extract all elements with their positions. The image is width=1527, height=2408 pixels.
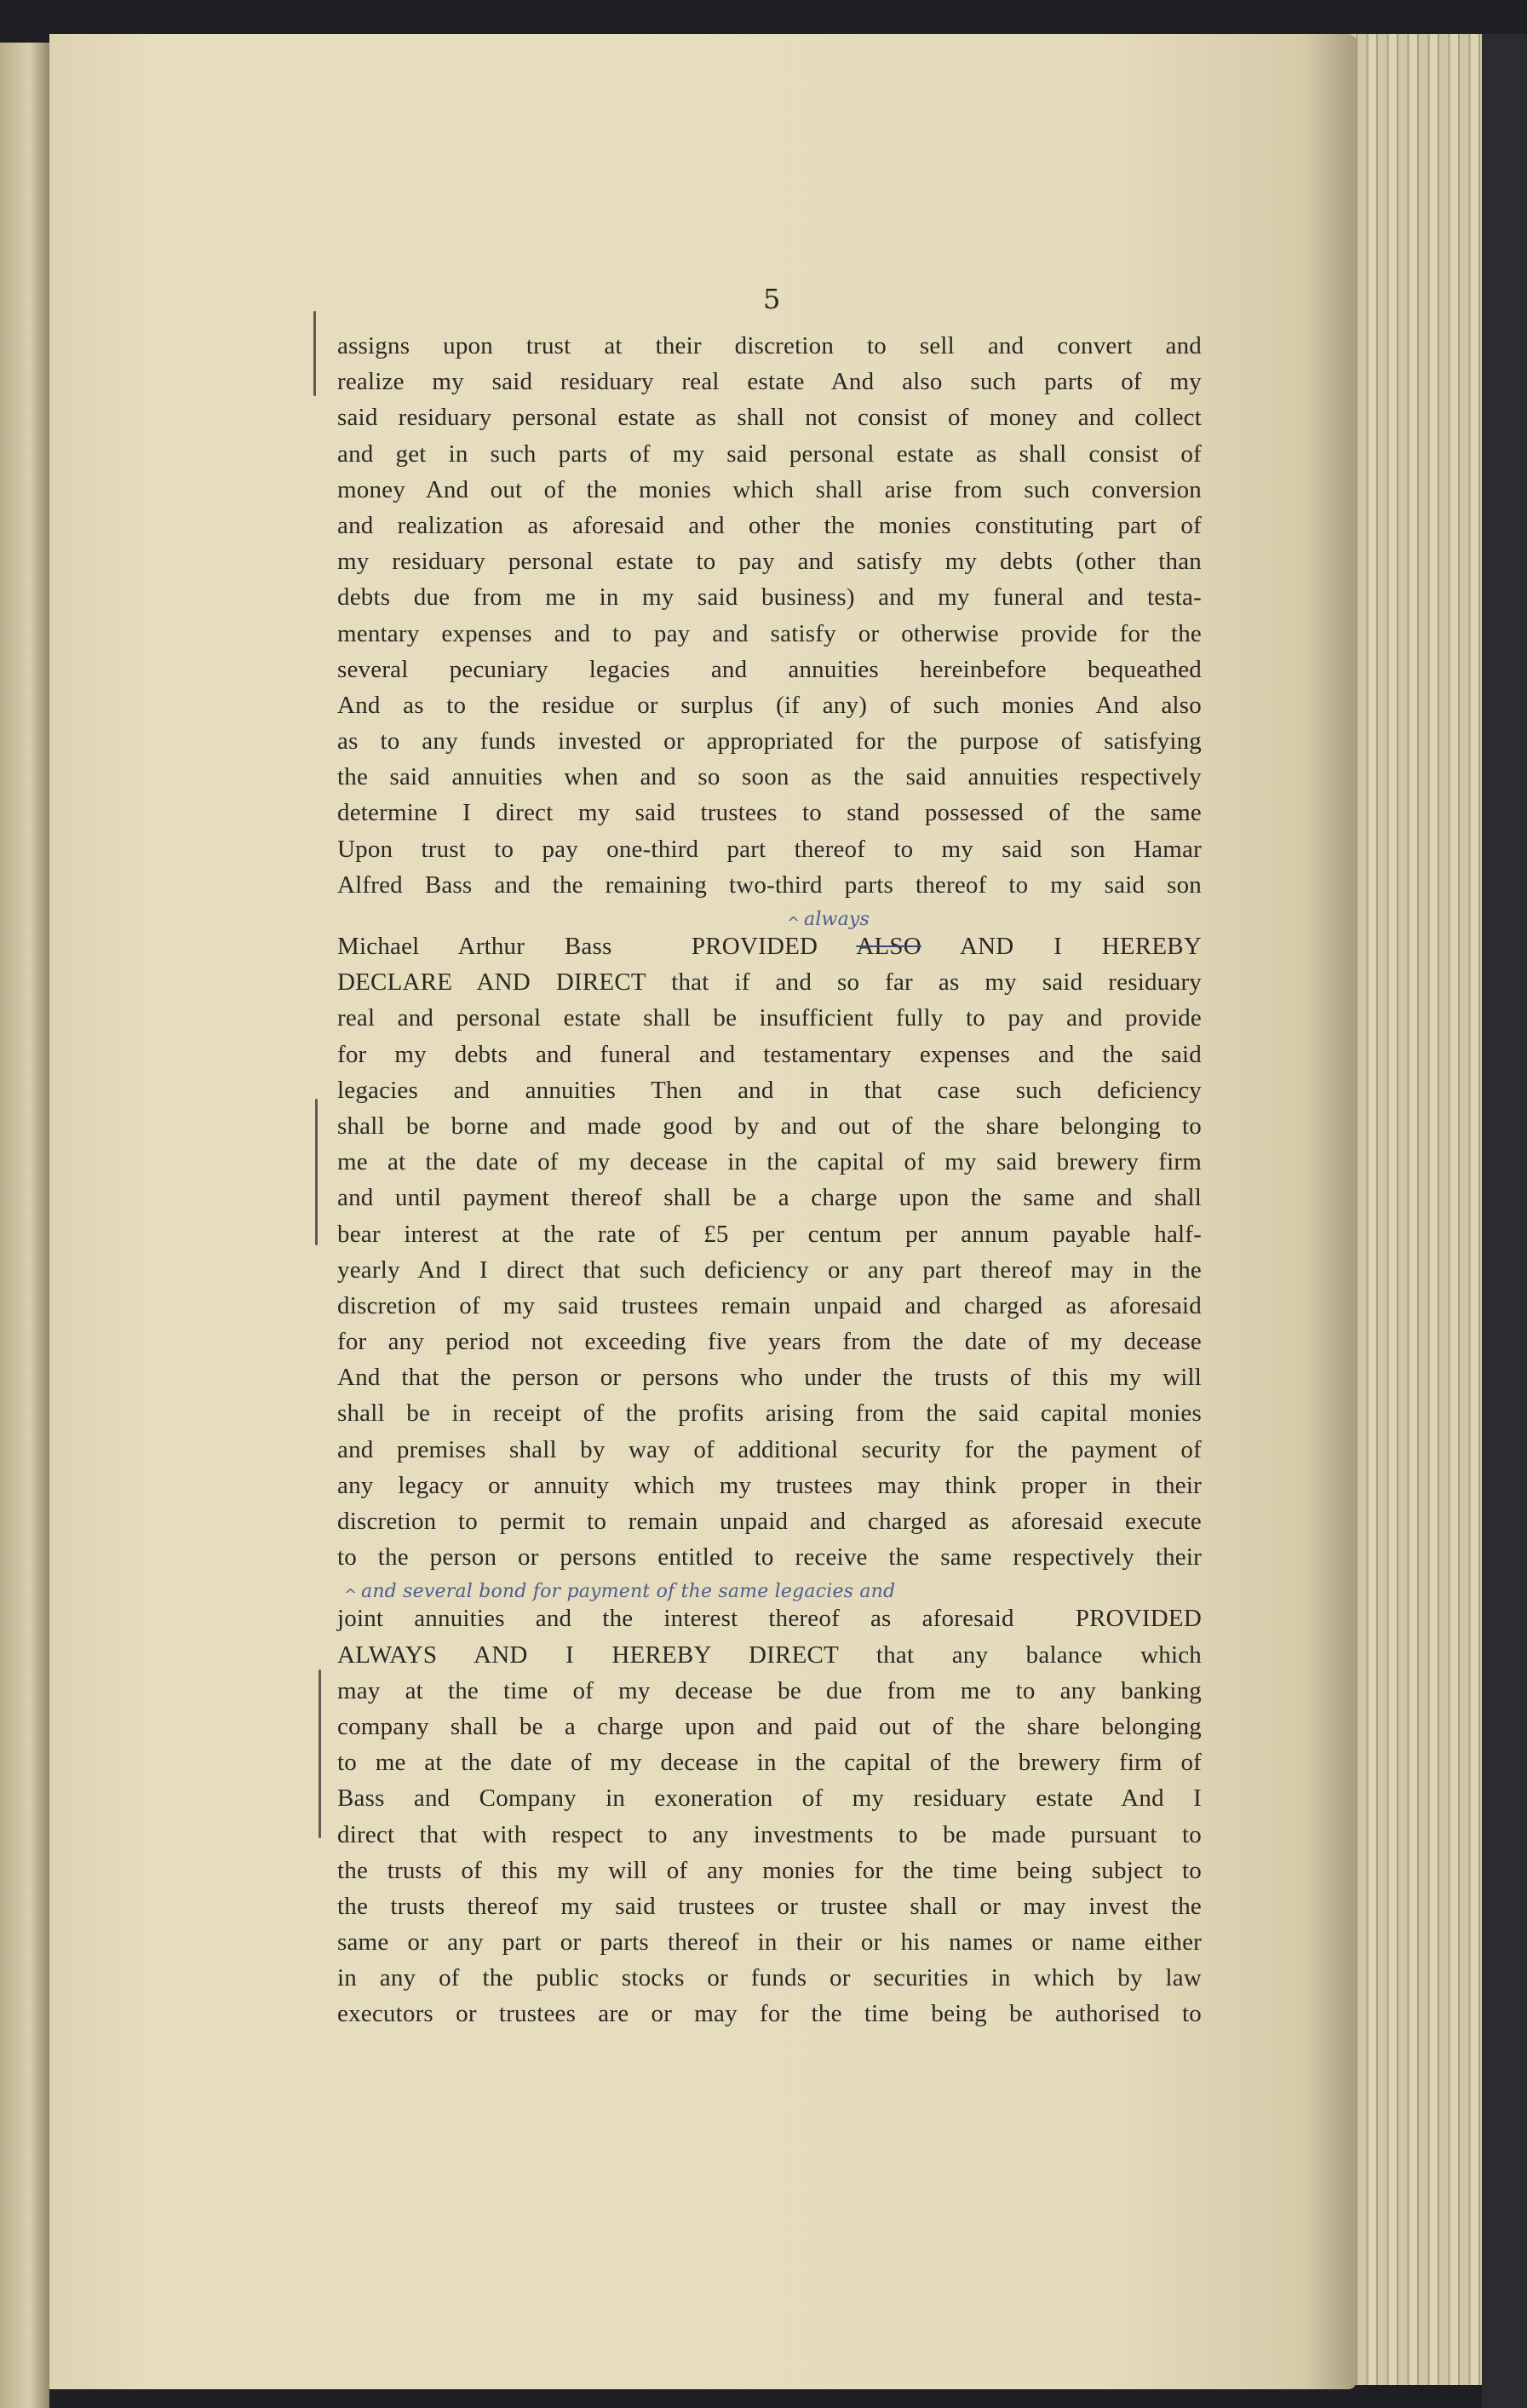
insertion-caret-icon: ^: [787, 914, 801, 932]
text-line: And as to the residue or surplus (if any) of such monies And also: [337, 691, 1202, 719]
text-line: the trusts of this my will of any monies for the time being subject to: [337, 1856, 1202, 1884]
text-line: may at the time of my decease be due from me to any banking: [337, 1676, 1202, 1704]
text-line: for any period not exceeding five years from the date of my decease: [337, 1328, 1202, 1356]
text-line: in any of the public stocks or funds or securities in which by law: [337, 1964, 1202, 1992]
text-line: real and personal estate shall be insufficient fully to pay and provide: [337, 1004, 1202, 1032]
text-line: Bass and Company in exoneration of my residuary estate And I: [337, 1784, 1202, 1813]
text-line: debts due from me in my said business) and my funeral and testa-: [337, 583, 1202, 612]
text-line: and premises shall by way of additional security for the payment of: [337, 1435, 1202, 1463]
text-line: and realization as aforesaid and other the monies constituting part of: [337, 511, 1202, 539]
text-line: for my debts and funeral and testamentary expenses and the said: [337, 1040, 1202, 1068]
text-line: my residuary personal estate to pay and satisfy my debts (other than: [337, 548, 1202, 576]
body-text: [337, 332, 1202, 2037]
text-line: realize my said residuary real estate And also such parts of my: [337, 368, 1202, 396]
text-line: discretion to permit to remain unpaid and charged as aforesaid execute: [337, 1508, 1202, 1535]
text-line: mentary expenses and to pay and satisfy or otherwise provide for the: [337, 619, 1202, 647]
margin-pencil-mark: [313, 311, 316, 396]
text-line: DECLARE AND DIRECT that if and so far as my said residuary: [337, 968, 1202, 997]
text-line: said residuary personal estate as shall not consist of money and collect: [337, 404, 1202, 432]
text-line: And that the person or persons who under the trusts of this my will: [337, 1364, 1202, 1392]
text-line: [337, 907, 1202, 968]
text-line: [337, 1579, 1202, 1641]
text-line: Alfred Bass and the remaining two-third parts thereof to my said son: [337, 871, 1202, 899]
text-line: bear interest at the rate of £5 per centum per annum payable half-: [337, 1220, 1202, 1248]
text-line: ALWAYS AND I HEREBY DIRECT that any balance which: [337, 1641, 1202, 1669]
text-line: executors or trustees are or may for the time being be authorised to: [337, 2000, 1202, 2028]
text-line: legacies and annuities Then and in that case such deficiency: [337, 1076, 1202, 1104]
text-segment: joint annuities and the interest thereof as aforesaid PROVIDED: [337, 1605, 1202, 1633]
text-line: and until payment thereof shall be a charge upon the same and shall: [337, 1184, 1202, 1212]
text-line: and get in such parts of my said personal estate as shall consist of: [337, 440, 1202, 468]
text-line: me at the date of my decease in the capital of my said brewery firm: [337, 1148, 1202, 1176]
text-segment: Michael Arthur Bass PROVIDED: [337, 933, 857, 960]
margin-pencil-mark: [319, 1670, 321, 1838]
binding-shadow: [1482, 34, 1527, 2408]
insertion-caret-icon: ^: [344, 1586, 358, 1605]
text-line: yearly And I direct that such deficiency or any part thereof may in the: [337, 1256, 1202, 1284]
handwritten-correction: always: [804, 909, 870, 930]
struck-word: ALSO: [856, 933, 921, 960]
text-line: as to any funds invested or appropriated for the purpose of satisfying: [337, 727, 1202, 756]
text-line: Upon trust to pay one-third part thereof to my said son Hamar: [337, 835, 1202, 863]
text-line: discretion of my said trustees remain unpaid and charged as aforesaid: [337, 1291, 1202, 1319]
handwritten-insertion: and several bond for payment of the same legacies and: [361, 1581, 896, 1603]
page-number: 5: [763, 283, 781, 315]
text-line: several pecuniary legacies and annuities hereinbefore bequeathed: [337, 655, 1202, 683]
text-line: same or any part or parts thereof in their or his names or name either: [337, 1928, 1202, 1957]
text-line: the trusts thereof my said trustees or trustee shall or may invest the: [337, 1892, 1202, 1920]
text-line: company shall be a charge upon and paid out of the share belonging: [337, 1712, 1202, 1740]
text-line: shall be borne and made good by and out of the share belonging to: [337, 1112, 1202, 1140]
text-line: to me at the date of my decease in the capital of the brewery firm of: [337, 1749, 1202, 1777]
text-line: assigns upon trust at their discretion to sell and convert and: [337, 332, 1202, 359]
facing-page-edge: [0, 43, 49, 2408]
text-line: the said annuities when and so soon as the said annuities respectively: [337, 763, 1202, 791]
text-line: to the person or persons entitled to receive the same respectively their: [337, 1543, 1202, 1572]
text-line: shall be in receipt of the profits arising from the said capital monies: [337, 1399, 1202, 1428]
text-line: direct that with respect to any investments to be made pursuant to: [337, 1820, 1202, 1848]
text-segment: AND I HEREBY: [921, 933, 1202, 960]
text-line: determine I direct my said trustees to stand possessed of the same: [337, 799, 1202, 827]
text-line: money And out of the monies which shall arise from such conversion: [337, 475, 1202, 503]
text-line: any legacy or annuity which my trustees may think proper in their: [337, 1471, 1202, 1499]
margin-pencil-mark: [315, 1099, 318, 1245]
